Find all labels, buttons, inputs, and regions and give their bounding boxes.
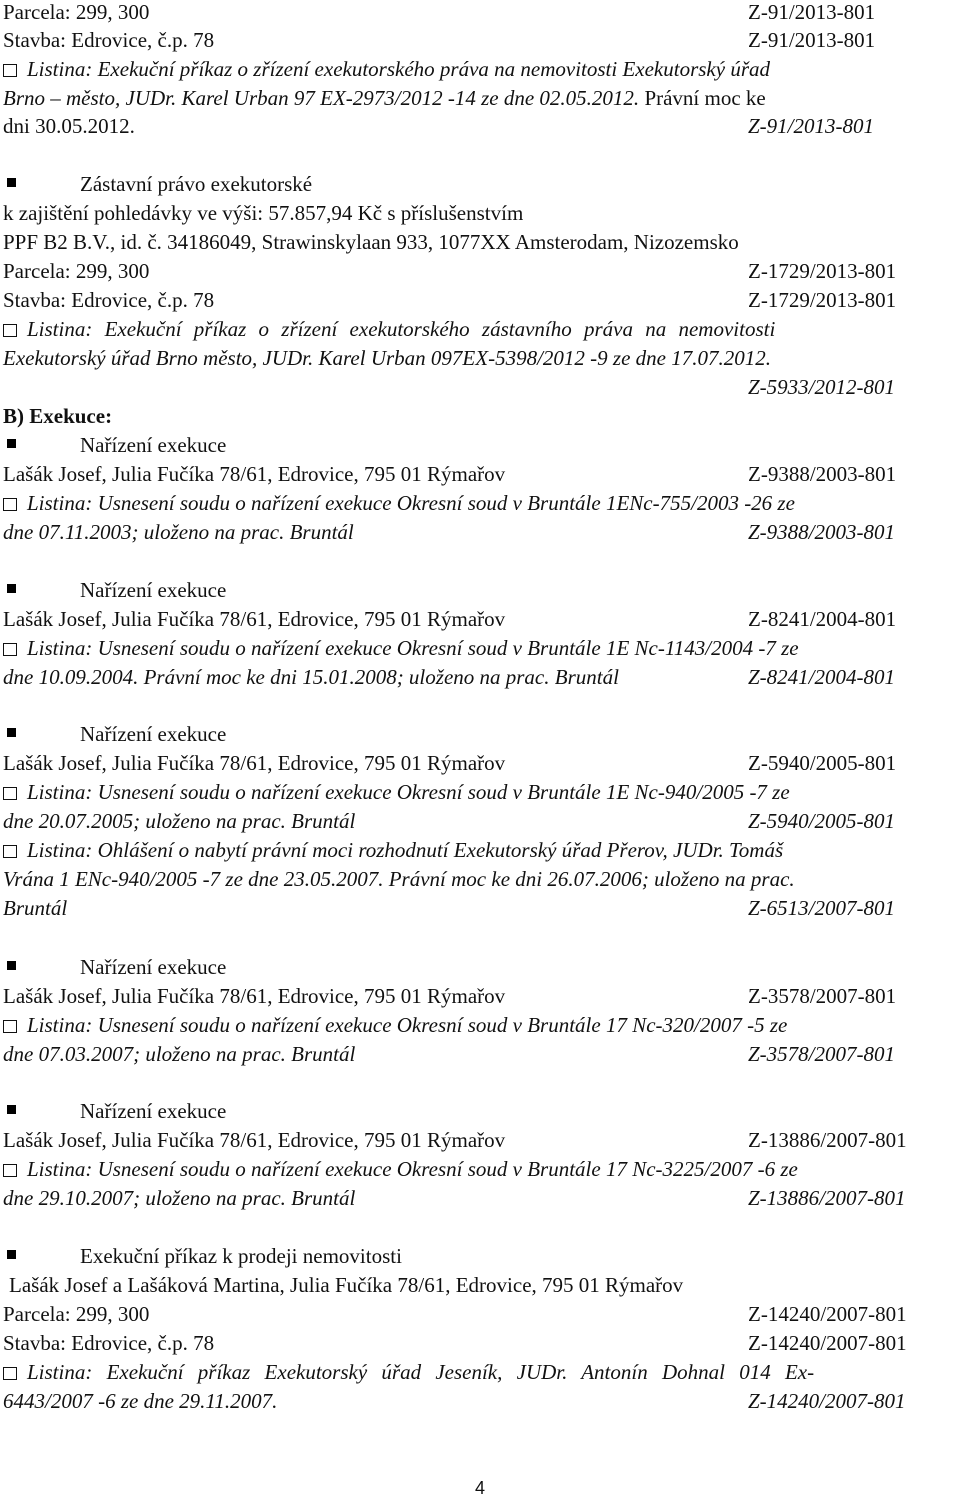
listina-line: Listina: Exekuční příkaz o zřízení exekutorského zástavního práva na nemovitosti bbox=[3, 315, 775, 343]
listina-line: dne 07.03.2007; uloženo na prac. Bruntál bbox=[3, 1042, 356, 1066]
listina-line: Listina: Exekuční příkaz Exekutorský úřad Jeseník, JUDr. Antonín Dohnal 014 Ex- bbox=[3, 1358, 814, 1386]
checkbox-icon bbox=[3, 324, 17, 337]
checkbox-icon bbox=[3, 1020, 17, 1033]
bullet-icon bbox=[7, 1250, 16, 1259]
creditor-line: PPF B2 B.V., id. č. 34186049, Strawinskylaan 933, 1077XX Amsterodam, Nizozemsko bbox=[3, 230, 739, 254]
listina-ref: Z-91/2013-801 bbox=[748, 114, 874, 138]
checkbox-icon bbox=[3, 1367, 17, 1380]
listina-ref: Z-5940/2005-801 bbox=[748, 809, 895, 833]
stavba-ref: Z-91/2013-801 bbox=[748, 28, 876, 52]
stavba-line: Stavba: Edrovice, č.p. 78 bbox=[3, 1331, 215, 1355]
listina-line: Vrána 1 ENc-940/2005 -7 ze dne 23.05.2007. Právní moc ke dni 26.07.2006; uloženo na prac. bbox=[3, 867, 795, 891]
bullet-icon bbox=[7, 584, 16, 593]
section-heading: Nařízení exekuce bbox=[80, 433, 227, 457]
stavba-line: Stavba: Edrovice, č.p. 78 bbox=[3, 28, 215, 52]
parcela-ref: Z-1729/2013-801 bbox=[748, 259, 897, 283]
claim-line: k zajištění pohledávky ve výši: 57.857,94 Kč s příslušenstvím bbox=[3, 201, 524, 225]
checkbox-icon bbox=[3, 64, 17, 77]
checkbox-icon bbox=[3, 787, 17, 800]
listina-line: dni 30.05.2012. bbox=[3, 114, 135, 138]
section-heading: Nařízení exekuce bbox=[80, 1099, 227, 1123]
listina-line: dne 29.10.2007; uloženo na prac. Bruntál bbox=[3, 1186, 356, 1210]
listina-line: 6443/2007 -6 ze dne 29.11.2007. bbox=[3, 1389, 278, 1413]
bullet-icon bbox=[7, 728, 16, 737]
checkbox-icon bbox=[3, 643, 17, 656]
listina-line: dne 10.09.2004. Právní moc ke dni 15.01.2008; uloženo na prac. Bruntál bbox=[3, 665, 619, 689]
stavba-line: Stavba: Edrovice, č.p. 78 bbox=[3, 288, 215, 312]
section-b-heading: B) Exekuce: bbox=[3, 404, 113, 428]
parcela-line: Parcela: 299, 300 bbox=[3, 1302, 150, 1326]
listina-ref: Z-3578/2007-801 bbox=[748, 1042, 895, 1066]
party-line: Lašák Josef a Lašáková Martina, Julia Fučíka 78/61, Edrovice, 795 01 Rýmařov bbox=[9, 1273, 684, 1297]
listina-line: Exekutorský úřad Brno město, JUDr. Karel Urban 097EX-5398/2012 -9 ze dne 17.07.2012. bbox=[3, 346, 771, 370]
bullet-icon bbox=[7, 439, 16, 448]
party-line: Lašák Josef, Julia Fučíka 78/61, Edrovice, 795 01 Rýmařov bbox=[3, 751, 506, 775]
listina-line: Listina: Usnesení soudu o nařízení exekuce Okresní soud v Bruntále 17 Nc-320/2007 -5 ze bbox=[3, 1011, 787, 1039]
checkbox-icon bbox=[3, 1164, 17, 1177]
listina-ref: Z-9388/2003-801 bbox=[748, 520, 895, 544]
party-ref: Z-13886/2007-801 bbox=[748, 1128, 907, 1152]
page-number: 4 bbox=[474, 1478, 485, 1498]
listina-line: Listina: Usnesení soudu o nařízení exekuce Okresní soud v Bruntále 1ENc-755/2003 -26 ze bbox=[3, 489, 795, 517]
listina-line: Brno – město, JUDr. Karel Urban 97 EX-2973/2012 -14 ze dne 02.05.2012. Právní moc ke bbox=[3, 86, 766, 110]
section-heading: Nařízení exekuce bbox=[80, 578, 227, 602]
section-heading: Nařízení exekuce bbox=[80, 722, 227, 746]
parcela-ref: Z-91/2013-801 bbox=[748, 0, 876, 24]
listina-line: dne 07.11.2003; uloženo na prac. Bruntál bbox=[3, 520, 354, 544]
listina-line: Listina: Usnesení soudu o nařízení exekuce Okresní soud v Bruntále 17 Nc-3225/2007 -6 ze bbox=[3, 1155, 798, 1183]
listina-ref: Z-6513/2007-801 bbox=[748, 896, 895, 920]
parcela-ref: Z-14240/2007-801 bbox=[748, 1302, 907, 1326]
listina-line: dne 20.07.2005; uloženo na prac. Bruntál bbox=[3, 809, 356, 833]
stavba-ref: Z-14240/2007-801 bbox=[748, 1331, 907, 1355]
listina-line: Listina: Usnesení soudu o nařízení exekuce Okresní soud v Bruntále 1E Nc-940/2005 -7 ze bbox=[3, 778, 790, 806]
bullet-icon bbox=[7, 961, 16, 970]
listina-ref: Z-8241/2004-801 bbox=[748, 665, 895, 689]
bullet-icon bbox=[7, 178, 16, 187]
parcela-line: Parcela: 299, 300 bbox=[3, 259, 150, 283]
listina-ref: Z-14240/2007-801 bbox=[748, 1389, 906, 1413]
section-heading: Zástavní právo exekutorské bbox=[80, 172, 313, 196]
section-heading: Nařízení exekuce bbox=[80, 955, 227, 979]
party-ref: Z-9388/2003-801 bbox=[748, 462, 897, 486]
party-line: Lašák Josef, Julia Fučíka 78/61, Edrovice, 795 01 Rýmařov bbox=[3, 462, 506, 486]
party-line: Lašák Josef, Julia Fučíka 78/61, Edrovice, 795 01 Rýmařov bbox=[3, 1128, 506, 1152]
party-line: Lašák Josef, Julia Fučíka 78/61, Edrovice, 795 01 Rýmařov bbox=[3, 607, 506, 631]
listina-line: Listina: Usnesení soudu o nařízení exekuce Okresní soud v Bruntále 1E Nc-1143/2004 -7 ze bbox=[3, 634, 799, 662]
party-ref: Z-3578/2007-801 bbox=[748, 984, 897, 1008]
checkbox-icon bbox=[3, 845, 17, 858]
parcela-line: Parcela: 299, 300 bbox=[3, 0, 150, 24]
party-line: Lašák Josef, Julia Fučíka 78/61, Edrovice, 795 01 Rýmařov bbox=[3, 984, 506, 1008]
listina-line: Listina: Ohlášení o nabytí právní moci rozhodnutí Exekutorský úřad Přerov, JUDr. Tomáš bbox=[3, 836, 783, 864]
listina-ref: Z-5933/2012-801 bbox=[748, 375, 895, 399]
listina-ref: Z-13886/2007-801 bbox=[748, 1186, 906, 1210]
section-heading: Exekuční příkaz k prodeji nemovitosti bbox=[80, 1244, 402, 1268]
party-ref: Z-8241/2004-801 bbox=[748, 607, 897, 631]
checkbox-icon bbox=[3, 498, 17, 511]
listina-line: Listina: Exekuční příkaz o zřízení exekutorského práva na nemovitosti Exekutorský úřad bbox=[3, 55, 770, 83]
stavba-ref: Z-1729/2013-801 bbox=[748, 288, 897, 312]
listina-line: Bruntál bbox=[3, 896, 68, 920]
party-ref: Z-5940/2005-801 bbox=[748, 751, 897, 775]
bullet-icon bbox=[7, 1105, 16, 1114]
